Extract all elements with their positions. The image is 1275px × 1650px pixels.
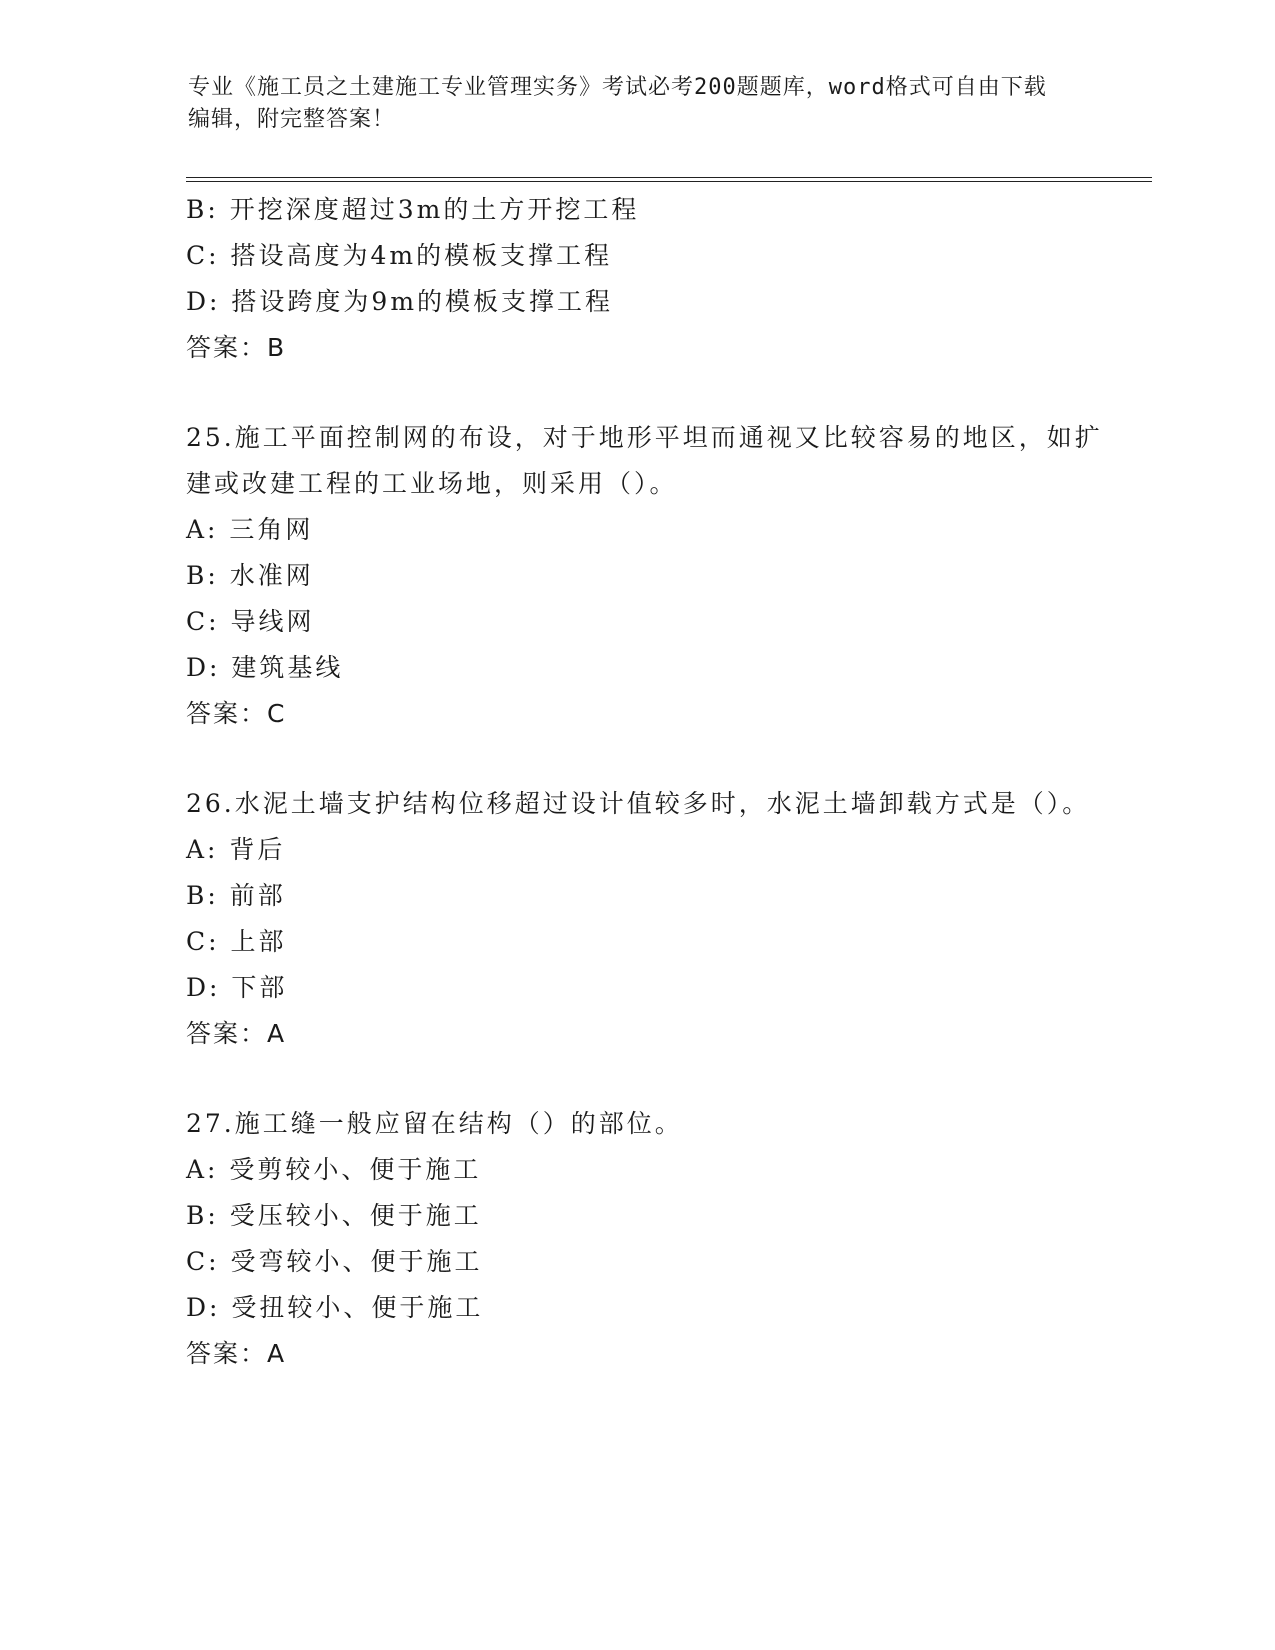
option-b: B: 水准网 — [186, 561, 314, 590]
option-d: D: 建筑基线 — [186, 653, 344, 682]
option-a: A: 背后 — [186, 835, 286, 864]
question-27 — [186, 1101, 1106, 1377]
answer: 答案：B — [186, 333, 287, 362]
option-b: B: 受压较小、便于施工 — [186, 1201, 482, 1230]
question-stem: 25.施工平面控制网的布设，对于地形平坦而通视又比较容易的地区，如扩建或改建工程的工业场地，则采用（）。 — [186, 423, 1103, 498]
question-24-continued — [186, 187, 1106, 371]
option-a: A: 受剪较小、便于施工 — [186, 1155, 482, 1184]
page-header: 专业《施工员之土建施工专业管理实务》考试必考200题题库，word格式可自由下载编辑，附完整答案！ — [188, 75, 1047, 132]
question-26 — [186, 781, 1106, 1057]
answer: 答案：A — [186, 1339, 287, 1368]
option-c: C: 导线网 — [186, 607, 315, 636]
question-list — [186, 187, 1106, 1377]
question-stem: 27.施工缝一般应留在结构（）的部位。 — [186, 1109, 683, 1138]
option-a: A: 三角网 — [186, 515, 314, 544]
header-divider — [186, 177, 1152, 182]
question-25 — [186, 415, 1106, 737]
answer: 答案：C — [186, 699, 287, 728]
option-c: C: 上部 — [186, 927, 287, 956]
answer: 答案：A — [186, 1019, 287, 1048]
option-d: D: 受扭较小、便于施工 — [186, 1293, 484, 1322]
question-stem: 26.水泥土墙支护结构位移超过设计值较多时，水泥土墙卸载方式是（）。 — [186, 789, 1091, 818]
option-d: D: 搭设跨度为9m的模板支撑工程 — [186, 287, 614, 316]
option-b: B: 前部 — [186, 881, 286, 910]
option-d: D: 下部 — [186, 973, 288, 1002]
option-c: C: 受弯较小、便于施工 — [186, 1247, 483, 1276]
option-b: B: 开挖深度超过3m的土方开挖工程 — [186, 195, 640, 224]
option-c: C: 搭设高度为4m的模板支撑工程 — [186, 241, 613, 270]
